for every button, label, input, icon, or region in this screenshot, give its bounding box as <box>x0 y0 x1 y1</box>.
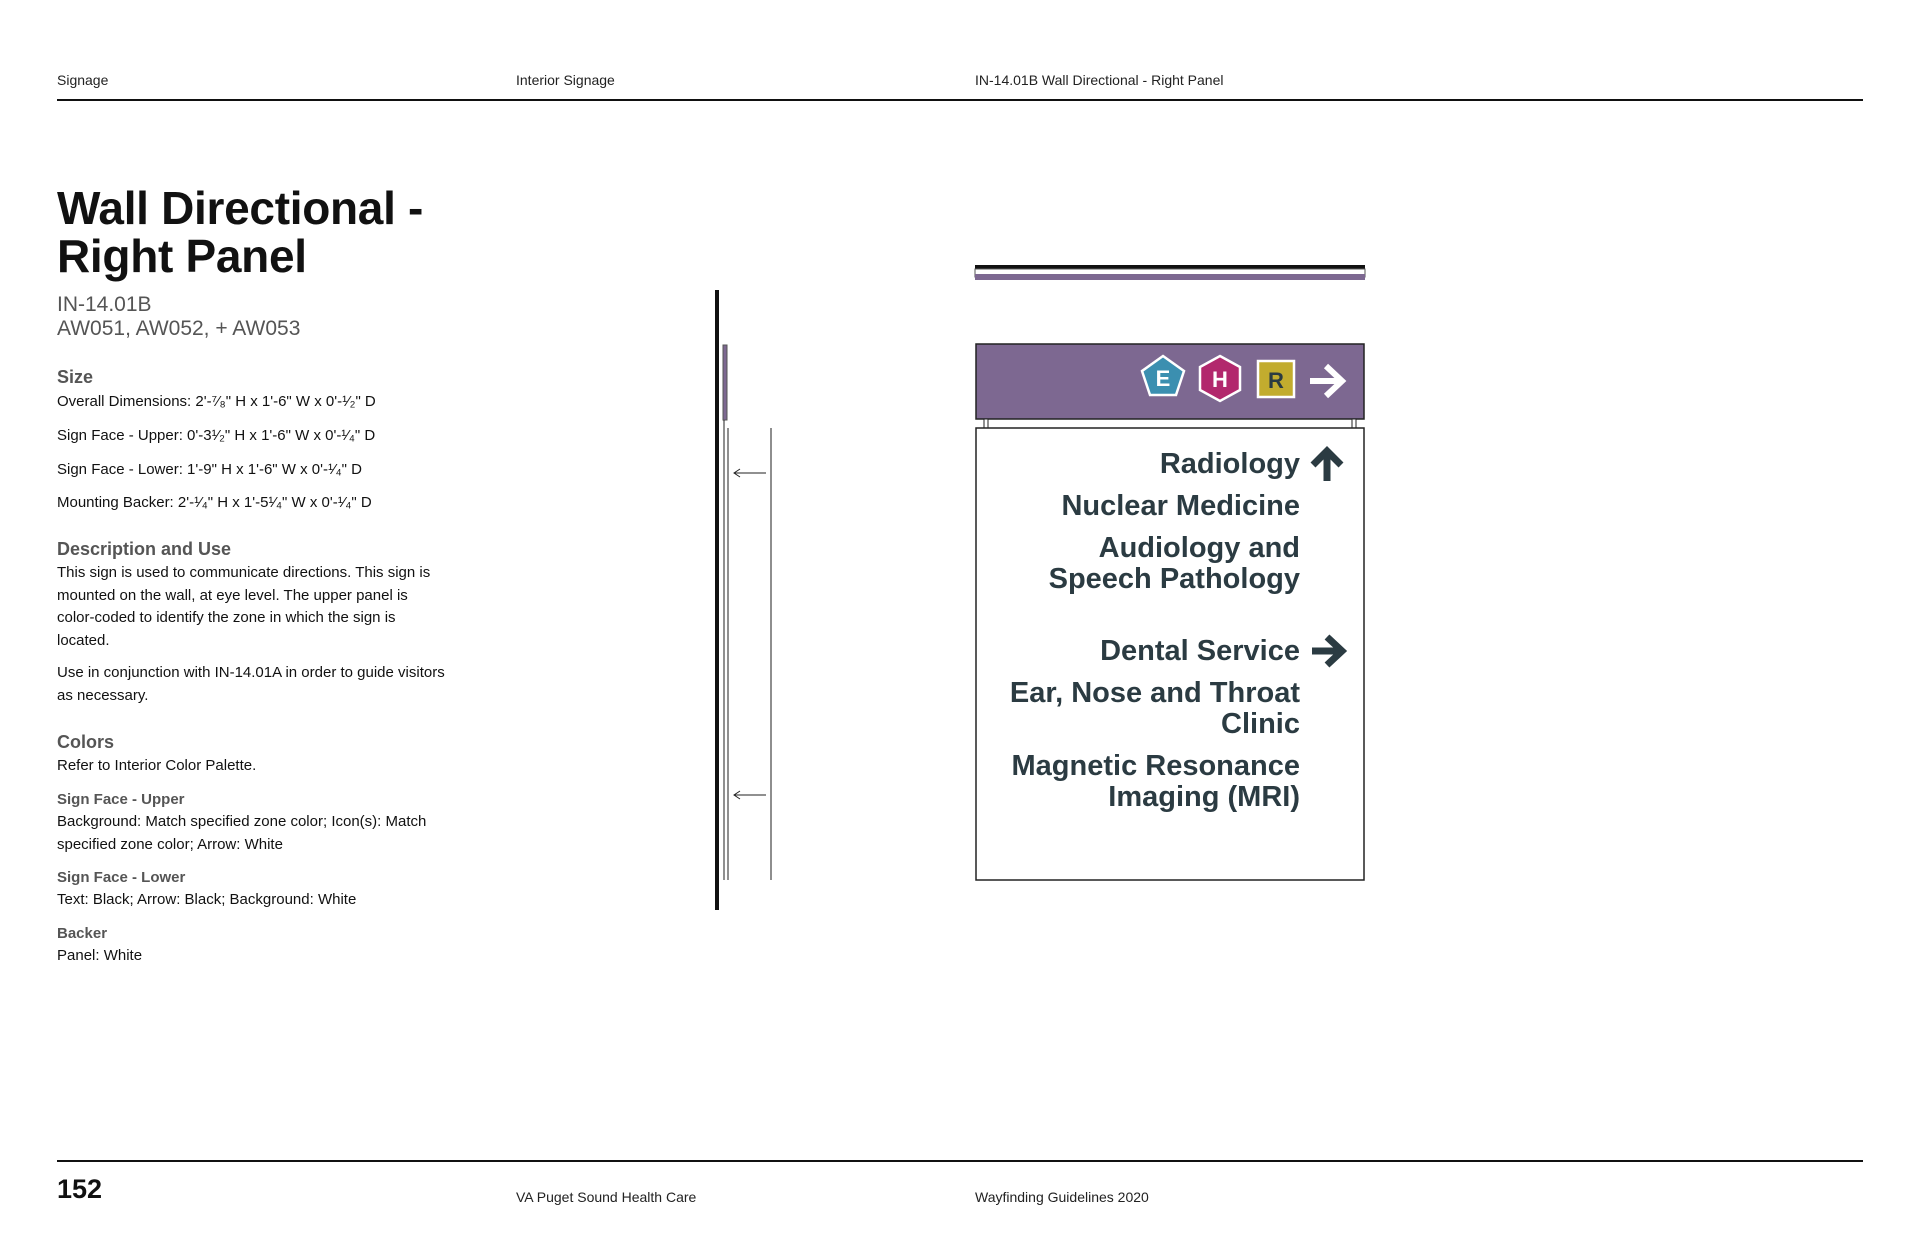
colors-intro: Refer to Interior Color Palette. <box>57 757 257 774</box>
side-elevation-drawing <box>700 280 800 920</box>
code-line-1: IN-14.01B <box>57 293 152 316</box>
destination-ent-line2: Clinic <box>1221 708 1300 740</box>
zone-r-letter: R <box>1268 368 1284 393</box>
code-line-2: AW051, AW052, + AW053 <box>57 317 301 340</box>
destination-dental-service: Dental Service <box>1100 635 1300 667</box>
lower-face-text: Text: Black; Arrow: Black; Background: White <box>57 891 357 908</box>
backer-heading: Backer <box>57 925 108 942</box>
colors-heading: Colors <box>57 732 115 752</box>
size-line: Sign Face - Upper: 0'-3¹⁄₂" H x 1'-6" W x 0'-¹⁄₄" D <box>57 427 376 444</box>
destination-audiology-line1: Audiology and <box>1098 532 1300 564</box>
zone-h-letter: H <box>1212 367 1228 392</box>
upper-face-text: Background: Match specified zone color; Icon(s): Match specified zone color; Arrow: White <box>57 813 427 853</box>
backer-text: Panel: White <box>57 947 143 964</box>
destination-ent-line1: Ear, Nose and Throat <box>1009 677 1300 709</box>
title-line-2: Right Panel <box>57 230 307 282</box>
footer-rule <box>57 1160 1863 1162</box>
sign-front-elevation <box>970 262 1370 882</box>
leader-arrow-icon <box>734 791 766 799</box>
lower-face-heading: Sign Face - Lower <box>57 869 186 886</box>
footer-doc: Wayfinding Guidelines 2020 <box>975 1189 1149 1205</box>
header-page-ref: IN-14.01B Wall Directional - Right Panel <box>975 72 1224 88</box>
description-paragraph-1: This sign is used to communicate directions. This sign is mounted on the wall, at eye level. The upper panel is color-coded to identify the zone in which the sign is located. <box>57 564 431 649</box>
destination-radiology: Radiology <box>1159 448 1300 480</box>
leader-arrow-icon <box>734 469 766 477</box>
header-subsection: Interior Signage <box>516 72 615 88</box>
header-section: Signage <box>57 72 109 88</box>
destination-mri-line2: Imaging (MRI) <box>1108 781 1300 813</box>
zone-r-square-icon <box>1258 361 1294 397</box>
destination-mri-line1: Magnetic Resonance <box>1011 750 1300 782</box>
destination-audiology-line2: Speech Pathology <box>1048 563 1300 595</box>
sign-codes <box>57 293 300 341</box>
size-line: Overall Dimensions: 2'-⁷⁄₈" H x 1'-6" W x 0'-¹⁄₂" D <box>57 393 376 410</box>
description-heading: Description and Use <box>57 539 232 559</box>
description-paragraph-2: Use in conjunction with IN-14.01A in order to guide visitors as necessary. <box>57 664 445 704</box>
destination-nuclear-medicine: Nuclear Medicine <box>1061 490 1300 522</box>
top-plan-view <box>975 265 1365 280</box>
size-line: Mounting Backer: 2'-¹⁄₄" H x 1'-5¹⁄₄" W x 0'-¹⁄₄" D <box>57 494 372 511</box>
upper-face-heading: Sign Face - Upper <box>57 791 185 808</box>
title-line-1: Wall Directional - <box>57 182 424 234</box>
size-heading: Size <box>57 367 94 387</box>
header-rule <box>57 99 1863 101</box>
upper-panel-profile <box>723 345 727 420</box>
size-line: Sign Face - Lower: 1'-9" H x 1'-6" W x 0'-¹⁄₄" D <box>57 461 362 478</box>
zone-h-hexagon-icon <box>1200 356 1240 401</box>
page-number: 152 <box>57 1174 103 1204</box>
zone-e-letter: E <box>1155 366 1171 391</box>
page-title <box>57 184 423 280</box>
footer-org: VA Puget Sound Health Care <box>516 1189 697 1205</box>
